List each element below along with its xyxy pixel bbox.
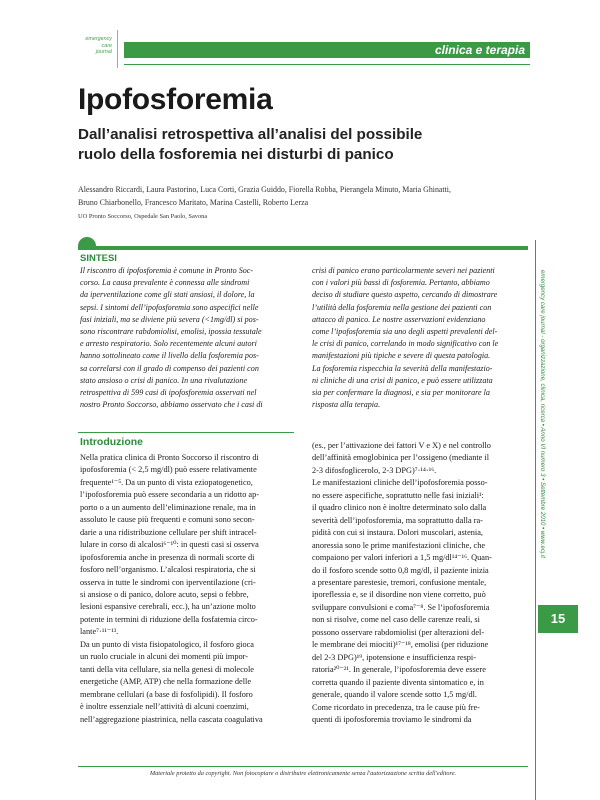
syn-right-line: con i valori più bassi di fosforemia. Pertanto, abbiamo xyxy=(312,278,490,288)
intro-right-line: 2-3 difosfoglicerolo, 2-3 DPG)⁷⋅¹⁴⋅¹⁶. xyxy=(312,465,437,475)
synthesis-tab-icon xyxy=(78,237,96,246)
intro-left-line: energetiche (AMP, ATP) che nella formazione delle xyxy=(80,677,252,687)
syn-left-line: sepsi. I sintomi dell’ipofosforemia sono aspecifici nelle xyxy=(80,302,259,312)
article-subtitle xyxy=(78,125,538,165)
intro-left-line: membrane cellulari (a base di fosfolipidi). Il fosforo xyxy=(80,689,253,699)
intro-left-line: fosforo nell’organismo. L’alcalosi respiratoria, che si xyxy=(80,565,256,575)
intro-left-line: osserva in tutte le sindromi con iperventilazione (cri- xyxy=(80,577,256,587)
subtitle-line-1: Dall’analisi retrospettiva all’analisi del possibile xyxy=(78,126,423,143)
intro-left-line: ipofosforemia (< 2,5 mg/dl) può essere relativamente xyxy=(80,465,257,475)
syn-left-line: corso. La causa prevalente è connessa alle sindromi xyxy=(80,278,250,288)
intro-right-line: le membrane dei miociti)¹⁷⁻¹⁸, emolisi (per riduzione xyxy=(312,640,489,650)
affiliation: UO Pronto Soccorso, Ospedale San Paolo, Savona xyxy=(78,213,208,220)
intro-left-line: è inoltre essenziale nell’attività di alcuni coenzimi, xyxy=(80,702,249,712)
introduction-right-column xyxy=(312,440,526,726)
syn-right-line: ni cliniche di una crisi di panico, e può essere utilizzata xyxy=(312,375,493,385)
intro-right-line: compaiono per valori inferiori a 1,5 mg/dl¹⁴⁻¹⁶. Quan- xyxy=(312,553,492,563)
intro-right-line: Le manifestazioni cliniche dell’ipofosforemia posso- xyxy=(312,478,488,488)
logo-line-2: care xyxy=(101,42,112,49)
intro-right-line: pidità con cui si instaura. Dolori muscolari, astenia, xyxy=(312,528,483,538)
syn-right-line: l’utilità della fosforemia nella gestione dei pazienti con xyxy=(312,302,492,312)
intro-left-line: darie a una ridistribuzione cellulare per shift intracel- xyxy=(80,527,257,537)
article-title: Ipofosforemia xyxy=(78,83,273,116)
syn-left-line: retrospettiva di 599 casi di ipofosforemia osservati nel xyxy=(80,388,257,398)
intro-right-line: sviluppare convulsioni e coma⁷⁻⁸. Se l’ipofosforemia xyxy=(312,602,490,612)
syn-left-line: fasi iniziali, ma se diviene più severa (<1mg/dl) si pos- xyxy=(80,314,259,324)
syn-right-line: come l’ipofosforemia sia uno degli aspetti prevalenti del- xyxy=(312,327,498,337)
syn-right-line: deciso di studiare questo aspetto, cercando di dimostrare xyxy=(312,290,498,300)
synthesis-left-column xyxy=(80,265,294,411)
intro-left-line: lante⁷⋅¹¹⁻¹³. xyxy=(80,627,119,637)
intro-left-line: Da un punto di vista fisiopatologico, il fosforo gioca xyxy=(80,639,254,649)
intro-right-line: (es., per l’attivazione dei fattori V e X) e nel controllo xyxy=(312,441,491,450)
intro-right-line: possono osservare rabdomiolisi (per alterazioni del- xyxy=(312,627,485,637)
authors-line-2: Bruno Chiarbonello, Francesco Maritato, Marina Castelli, Roberto Lerza xyxy=(78,198,309,207)
intro-right-line: dell’affinità emoglobinica per l’ossigeno (mediante il xyxy=(312,453,490,463)
intro-left-line: lesioni espansive cerebrali, ecc.), ha un’azione molto xyxy=(80,602,256,612)
section-title: clinica e terapia xyxy=(434,43,525,57)
intro-right-line: non si risolve, come nel caso delle carenze reali, si xyxy=(312,615,480,625)
page-number: 15 xyxy=(550,611,566,626)
footer-rule xyxy=(78,766,528,767)
logo-divider xyxy=(117,30,118,68)
intro-right-line: do il fosforo scende sotto 0,8 mg/dl, il paziente inizia xyxy=(312,565,489,575)
syn-right-line: La fosforemia rispecchia la severità della manifestazio- xyxy=(312,363,493,373)
intro-right-line: corretta quando il paziente diventa sintomatico e, in xyxy=(312,677,484,687)
synthesis-rule xyxy=(78,246,528,250)
intro-left-line: un ruolo cruciale in alcuni dei momenti più impor- xyxy=(80,652,249,662)
vertical-rule xyxy=(535,240,536,800)
intro-left-line: nell’aggregazione piastrinica, nella cascata coagulativa xyxy=(80,714,263,724)
logo-line-3: journal xyxy=(95,49,112,55)
syn-left-line: sono riscontrare rabdomiolisi, emolisi, ipossia tessutale xyxy=(80,327,262,337)
syn-left-line: e arresto respiratorio. Solo recentemente alcuni autori xyxy=(80,339,257,349)
intro-left-line: tanti della vita cellulare, sia nella genesi di molecole xyxy=(80,664,254,674)
intro-right-line: iporeflessia e, se il disordine non viene corretto, può xyxy=(312,590,486,600)
subtitle-line-2: ruolo della fosforemia nei disturbi di panico xyxy=(78,146,394,163)
journal-side-note: emergency care journal - organizzazione, clinica, ricerca • Anno VI numero 3 • Settembre 2010 • www.ecj.it xyxy=(539,270,546,558)
intro-right-line: Come ricordato in precedenza, tra le cause più fre- xyxy=(312,702,480,712)
journal-logo xyxy=(78,36,112,56)
syn-left-line: da iperventilazione come gli stati ansiosi, il dolore, la xyxy=(80,290,255,300)
intro-right-line: a presentare parestesie, tremori, confusione mentale, xyxy=(312,577,487,587)
syn-left-line: sa correlarsi con il grado di compenso dei pazienti con xyxy=(80,363,259,373)
intro-right-line: severità dell’ipofosforemia, ma soprattutto dalla ra- xyxy=(312,515,483,525)
syn-right-line: manifestazioni più tipiche e severe di questa patologia. xyxy=(312,351,491,361)
logo-line-1: emergency xyxy=(85,36,112,42)
intro-right-line: ratoria²⁰⁻²¹. In generale, l’ipofosforemia deve essere xyxy=(312,665,486,675)
header-rule xyxy=(124,64,530,65)
intro-left-line: lulare in corso di alcalosi⁶⁻¹⁰: in questi casi si osserva xyxy=(80,540,259,550)
syn-left-line: nostro Pronto Soccorso, abbiamo osservato che i casi di xyxy=(80,400,263,410)
intro-left-line: assoluto le cause più frequenti e comuni sono secon- xyxy=(80,515,255,525)
introduction-rule xyxy=(78,432,294,433)
intro-right-line: del 2-3 DPG)¹⁹, ipotensione e insufficienza respi- xyxy=(312,652,476,662)
synthesis-heading: SINTESI xyxy=(80,253,117,264)
introduction-heading: Introduzione xyxy=(80,436,143,448)
syn-left-line: stato ansioso o crisi di panico. In una rivalutazione xyxy=(80,375,248,385)
syn-right-line: attacco di panico. Le nostre osservazioni evidenziano xyxy=(312,314,486,324)
syn-right-line: le crisi di panico, correlando in modo significativo con le xyxy=(312,339,499,349)
synthesis-right-column xyxy=(312,265,526,411)
intro-left-line: si ansiose o di panico, dolore acuto, sepsi o febbre, xyxy=(80,589,249,599)
introduction-left-column xyxy=(80,452,294,726)
syn-right-line: crisi di panico erano particolarmente severi nei pazienti xyxy=(312,266,495,275)
intro-right-line: no essere aspecifiche, soprattutto nelle fasi iniziali¹: xyxy=(312,490,484,500)
intro-right-line: generale, quando il valore scende sotto 1,5 mg/dl. xyxy=(312,690,477,700)
copyright-footer: Materiale protetto da copyright. Non fotocopiare o distribuire elettronicamente senza l'autorizzazione scritta dell'editore. xyxy=(149,770,457,777)
authors-line-1: Alessandro Riccardi, Laura Pastorino, Luca Corti, Grazia Guiddo, Fiorella Robba, Pierangela Minuto, Maria Ghinatti, xyxy=(78,185,451,194)
intro-left-line: l’ipofosforemia può essere secondaria a un ridotto ap- xyxy=(80,490,260,500)
intro-left-line: frequente¹⁻⁵. Da un punto di vista eziopatogenetico, xyxy=(80,477,253,487)
authors xyxy=(78,183,548,209)
syn-left-line: hanno sottolineato come il livello della fosforemia pos- xyxy=(80,351,259,361)
intro-right-line: anoressia sono le prime manifestazioni cliniche, che xyxy=(312,540,486,550)
syn-right-line: risposta alla terapia. xyxy=(312,400,381,410)
intro-right-line: il quadro clinico non è inoltre determinato solo dalla xyxy=(312,503,487,513)
intro-left-line: ipofosforemia anche in presenza di normali scorte di xyxy=(80,552,255,562)
intro-left-line: Nella pratica clinica di Pronto Soccorso il riscontro di xyxy=(80,453,259,462)
intro-left-line: porto o a un aumento dell’eliminazione renale, ma in xyxy=(80,502,256,512)
intro-left-line: potente in termini di riduzione della fosfatemia circo- xyxy=(80,614,258,624)
syn-right-line: sia per confermare la diagnosi, e sia per monitorare la xyxy=(312,388,490,398)
intro-right-line: quenti di ipofosforemia troviamo le sindromi da xyxy=(312,714,472,724)
syn-left-line: Il riscontro di ipofosforemia è comune in Pronto Soc- xyxy=(80,266,254,275)
